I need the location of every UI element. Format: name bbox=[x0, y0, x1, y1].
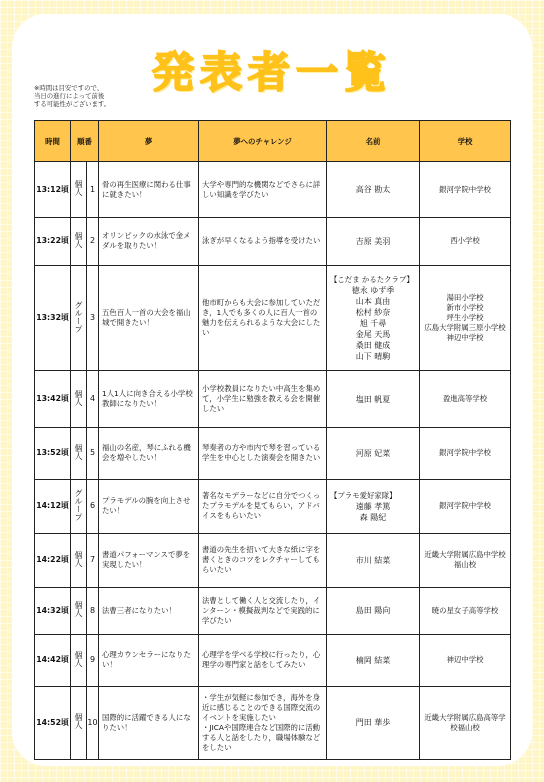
time-cell: 14:52頃 bbox=[35, 686, 71, 759]
presentation-type: 個人 bbox=[74, 180, 83, 197]
table-row bbox=[35, 427, 511, 479]
school-cell bbox=[420, 634, 511, 686]
order-number: 9 bbox=[87, 634, 99, 686]
time-cell: 14:22頃 bbox=[35, 533, 71, 587]
challenge-line: 泳ぎが早くなるよう指導を受けたい bbox=[202, 236, 321, 246]
challenge-line: 著名なモデラーなどに自分でつくったプラモデルを見てもらい，アドバイスをもらいたい bbox=[202, 491, 321, 521]
presenter-name: 遠藤 孝篤 bbox=[355, 501, 391, 511]
challenge-line: 大学や専門的な機関などでさらに詳しい知識を学びたい bbox=[202, 179, 321, 199]
names-cell bbox=[327, 371, 420, 427]
order-number: 8 bbox=[87, 587, 99, 634]
presenter-name: 門田 華歩 bbox=[355, 718, 391, 728]
school-name: 銀河学院中学校 bbox=[439, 184, 491, 194]
challenge-cell bbox=[199, 533, 327, 587]
schedule-note bbox=[34, 84, 234, 108]
presentation-type-cell bbox=[71, 218, 87, 265]
challenge-cell bbox=[199, 634, 327, 686]
names-cell bbox=[327, 686, 420, 759]
time-cell: 13:52頃 bbox=[35, 427, 71, 479]
time-cell: 14:42頃 bbox=[35, 634, 71, 686]
presentation-type: 個人 bbox=[74, 231, 83, 248]
note-line: ※時間は目安ですので、 bbox=[34, 84, 104, 92]
table-row bbox=[35, 371, 511, 427]
challenge-line: 小学校教員になりたい中高生を集めて，小学生に勉強を教える会を開催したい bbox=[202, 384, 321, 414]
presentation-type-cell bbox=[71, 587, 87, 634]
presentation-type-cell bbox=[71, 265, 87, 371]
group-name: 【こだま かるたクラブ】 bbox=[330, 275, 414, 285]
table-header-row bbox=[35, 121, 511, 162]
order-number: 6 bbox=[87, 479, 99, 533]
header-order: 順番 bbox=[71, 121, 99, 162]
challenge-line: 書道の先生を招いて大きな紙に字を書くときのコツをレクチャーしてもらいたい bbox=[202, 545, 321, 575]
presentation-type-cell bbox=[71, 371, 87, 427]
school-name: 校福山校 bbox=[450, 722, 480, 732]
challenge-cell bbox=[199, 479, 327, 533]
challenge-line: 琴奏者の方や市内で琴を習っている学生を中心とした演奏会を開きたい bbox=[202, 443, 321, 463]
table-row bbox=[35, 162, 511, 218]
challenge-cell bbox=[199, 587, 327, 634]
school-cell bbox=[420, 533, 511, 587]
school-name: 広島大学附属三原小学校 bbox=[424, 323, 506, 333]
names-cell bbox=[327, 218, 420, 265]
dream-cell: 書道パフォーマンスで夢を実現したい！ bbox=[99, 533, 199, 587]
presenter-name: 島田 陽向 bbox=[355, 606, 391, 616]
presentation-type-cell bbox=[71, 427, 87, 479]
presenter-name: 市川 結菜 bbox=[355, 555, 391, 565]
presentation-type-cell bbox=[71, 162, 87, 218]
presenter-name: 吉原 美羽 bbox=[355, 236, 391, 246]
presentation-type-cell bbox=[71, 686, 87, 759]
challenge-cell bbox=[199, 218, 327, 265]
time-cell: 14:32頃 bbox=[35, 587, 71, 634]
order-number: 1 bbox=[87, 162, 99, 218]
dream-cell: 骨の再生医療に関わる仕事に就きたい！ bbox=[99, 162, 199, 218]
names-cell bbox=[327, 265, 420, 371]
presenter-name: 山本 真由 bbox=[355, 297, 391, 307]
school-name: 西小学校 bbox=[450, 236, 480, 246]
order-number: 2 bbox=[87, 218, 99, 265]
time-cell: 13:12頃 bbox=[35, 162, 71, 218]
school-cell bbox=[420, 587, 511, 634]
school-name: 近畿大学附属広島中学校 bbox=[424, 550, 506, 560]
presenter-name: 楠岡 結菜 bbox=[355, 655, 391, 665]
school-cell bbox=[420, 371, 511, 427]
presentation-type: 個人 bbox=[74, 650, 83, 667]
school-name: 湯田小学校 bbox=[446, 293, 484, 303]
presentation-type: グループ bbox=[74, 300, 83, 333]
school-cell bbox=[420, 479, 511, 533]
challenge-line: 法曹として働く人と交流したり，インターン・模擬裁判などで実践的に学びたい bbox=[202, 595, 321, 625]
order-number: 10 bbox=[87, 686, 99, 759]
dream-cell: 国際的に活躍できる人になりたい！ bbox=[99, 686, 199, 759]
presenter-name: 森 陽紀 bbox=[359, 512, 387, 522]
presenter-name: 山下 晴駒 bbox=[355, 352, 391, 362]
names-cell bbox=[327, 479, 420, 533]
school-name: 新市小学校 bbox=[446, 303, 484, 313]
header-time: 時間 bbox=[35, 121, 71, 162]
school-name: 神辺中学校 bbox=[446, 333, 484, 343]
school-cell bbox=[420, 427, 511, 479]
time-cell: 13:22頃 bbox=[35, 218, 71, 265]
challenge-cell bbox=[199, 371, 327, 427]
challenge-cell bbox=[199, 162, 327, 218]
names-cell bbox=[327, 533, 420, 587]
presenter-name: 高谷 勘太 bbox=[355, 185, 391, 195]
dream-cell: プラモデルの腕を向上させたい！ bbox=[99, 479, 199, 533]
order-number: 5 bbox=[87, 427, 99, 479]
presentation-type: 個人 bbox=[74, 713, 83, 730]
presenter-name: 桑田 健成 bbox=[355, 341, 391, 351]
note-line: する可能性がございます。 bbox=[34, 100, 111, 108]
header-challenge: 夢へのチャレンジ bbox=[199, 121, 327, 162]
challenge-line: ・JICAや国際連合など国際的に活動する人と話をしたり，職場体験などをしたい bbox=[202, 722, 321, 752]
school-cell bbox=[420, 686, 511, 759]
note-line: 当日の進行によって前後 bbox=[34, 92, 105, 100]
school-name: 暁の星女子高等学校 bbox=[431, 605, 499, 615]
school-name: 近畿大学附属広島高等学 bbox=[424, 712, 506, 722]
table-row bbox=[35, 265, 511, 371]
time-cell: 13:42頃 bbox=[35, 371, 71, 427]
dream-cell: 心理カウンセラーになりたい！ bbox=[99, 634, 199, 686]
challenge-line: ・学生が気軽に参加でき，海外を身近に感じることのできる国際交流のイベントを実施したい bbox=[202, 692, 321, 722]
table-row bbox=[35, 218, 511, 265]
school-cell bbox=[420, 218, 511, 265]
school-name: 福山校 bbox=[453, 560, 477, 570]
challenge-line: 他市町からも大会に参加していただき，1人でも多くの人に百人一首の魅力を伝えられるような大会にしたい bbox=[202, 298, 321, 338]
order-number: 4 bbox=[87, 371, 99, 427]
school-cell bbox=[420, 265, 511, 371]
order-number: 3 bbox=[87, 265, 99, 371]
presenter-name: 徳永 ゆず季 bbox=[351, 286, 395, 296]
dream-cell: 福山の名産，琴にふれる機会を増やしたい！ bbox=[99, 427, 199, 479]
page-title: 発表者一覧 bbox=[151, 48, 392, 97]
school-name: 坪生小学校 bbox=[446, 313, 484, 323]
dream-cell: オリンピックの水泳で金メダルを取りたい！ bbox=[99, 218, 199, 265]
table-row bbox=[35, 479, 511, 533]
header-dream: 夢 bbox=[99, 121, 199, 162]
names-cell bbox=[327, 587, 420, 634]
group-name: 【プラモ愛好家隊】 bbox=[330, 490, 397, 500]
challenge-cell bbox=[199, 427, 327, 479]
presenter-name: 塩田 帆夏 bbox=[355, 394, 391, 404]
school-name: 銀河学院中学校 bbox=[439, 448, 491, 458]
dream-cell: 五色百人一首の大会を福山城で開きたい！ bbox=[99, 265, 199, 371]
presentation-type: グループ bbox=[74, 488, 83, 521]
time-cell: 13:32頃 bbox=[35, 265, 71, 371]
header-school: 学校 bbox=[420, 121, 511, 162]
table-row bbox=[35, 634, 511, 686]
presentation-type: 個人 bbox=[74, 389, 83, 406]
school-cell bbox=[420, 162, 511, 218]
dream-cell: 法曹三者になりたい！ bbox=[99, 587, 199, 634]
presentation-type-cell bbox=[71, 533, 87, 587]
time-cell: 14:12頃 bbox=[35, 479, 71, 533]
header-name: 名前 bbox=[327, 121, 420, 162]
presenter-name: 河原 妃菜 bbox=[355, 448, 391, 458]
presenter-name: 松村 紗奈 bbox=[355, 308, 391, 318]
names-cell bbox=[327, 634, 420, 686]
school-name: 神辺中学校 bbox=[446, 655, 484, 665]
presentation-type: 個人 bbox=[74, 443, 83, 460]
presenter-table bbox=[34, 120, 511, 760]
school-name: 銀河学院中学校 bbox=[439, 501, 491, 511]
table-row bbox=[35, 686, 511, 759]
challenge-cell bbox=[199, 686, 327, 759]
challenge-line: 心理学を学べる学校に行ったり，心理学の専門家と話をしてみたい bbox=[202, 650, 321, 670]
presentation-type: 個人 bbox=[74, 550, 83, 567]
names-cell bbox=[327, 162, 420, 218]
dream-cell: 1人1人に向き合える小学校教師になりたい！ bbox=[99, 371, 199, 427]
school-name: 盈進高等学校 bbox=[442, 394, 488, 404]
presentation-type-cell bbox=[71, 634, 87, 686]
names-cell bbox=[327, 427, 420, 479]
presenter-name: 金尾 天馬 bbox=[355, 330, 391, 340]
table-row bbox=[35, 587, 511, 634]
order-number: 7 bbox=[87, 533, 99, 587]
presenter-name: 旭 千尋 bbox=[359, 319, 387, 329]
table-row bbox=[35, 533, 511, 587]
presentation-type: 個人 bbox=[74, 601, 83, 618]
challenge-cell bbox=[199, 265, 327, 371]
presentation-type-cell bbox=[71, 479, 87, 533]
